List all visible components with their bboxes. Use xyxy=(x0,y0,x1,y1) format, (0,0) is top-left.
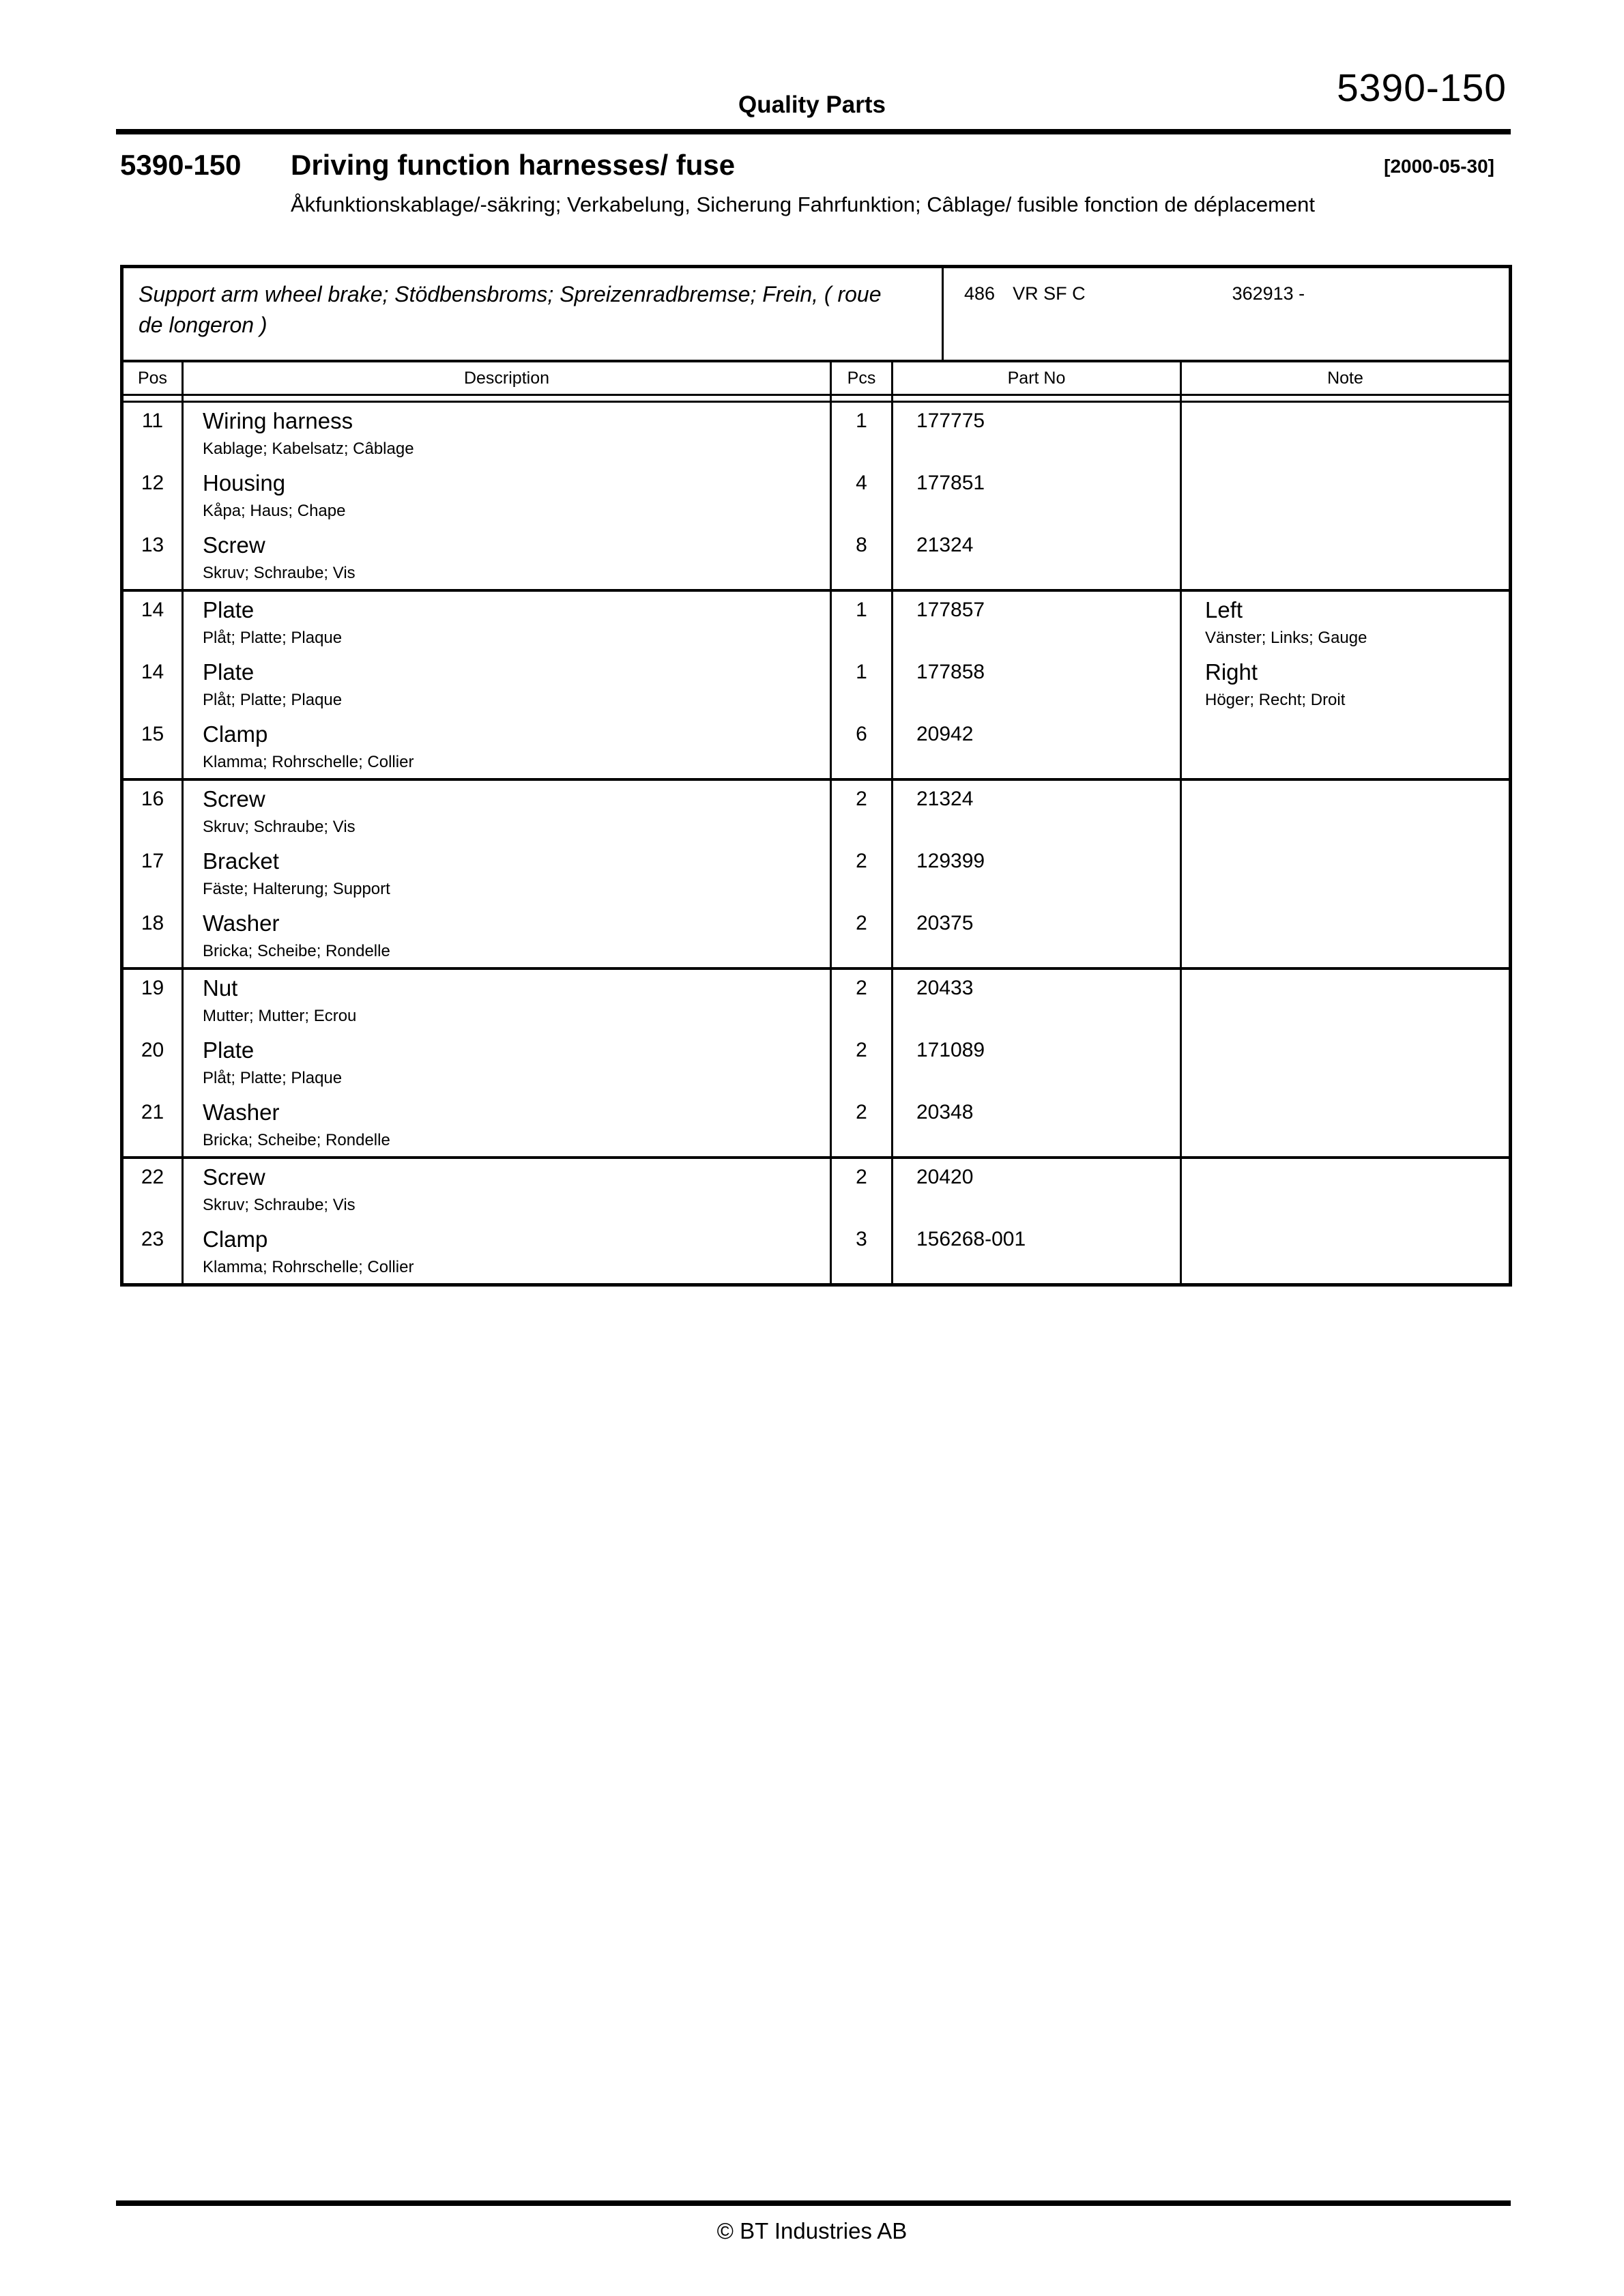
part-group xyxy=(124,403,1509,592)
part-group xyxy=(124,781,1509,970)
row-description-name: Screw xyxy=(203,532,265,558)
row-description-translations: Fäste; Halterung; Support xyxy=(203,880,390,898)
row-note xyxy=(1182,843,1509,905)
table-row xyxy=(124,905,1509,967)
row-note xyxy=(1182,592,1509,654)
row-description-translations: Bricka; Scheibe; Rondelle xyxy=(203,1131,390,1149)
assembly-code: 486 xyxy=(964,283,996,304)
table-row xyxy=(124,781,1509,843)
row-description xyxy=(184,1221,832,1283)
row-pcs: 2 xyxy=(832,970,893,1032)
footer-rule xyxy=(116,2200,1511,2206)
assembly-serial-range: 362913 - xyxy=(1232,283,1305,304)
row-pos: 13 xyxy=(124,527,184,589)
row-part-no: 20420 xyxy=(893,1159,1182,1221)
table-row xyxy=(124,654,1509,716)
header-rule xyxy=(116,129,1511,134)
row-description xyxy=(184,1032,832,1094)
row-part-no: 177858 xyxy=(893,654,1182,716)
assembly-info xyxy=(944,268,1509,360)
row-pos: 16 xyxy=(124,781,184,843)
row-note xyxy=(1182,1159,1509,1221)
row-pos: 20 xyxy=(124,1032,184,1094)
parts-table xyxy=(120,265,1512,1287)
table-row xyxy=(124,970,1509,1032)
row-pcs: 8 xyxy=(832,527,893,589)
row-note xyxy=(1182,403,1509,465)
row-description xyxy=(184,716,832,778)
row-description-name: Clamp xyxy=(203,1226,268,1252)
section-heading xyxy=(120,149,1512,182)
row-note xyxy=(1182,905,1509,967)
table-row xyxy=(124,1159,1509,1221)
row-note xyxy=(1182,465,1509,527)
row-pos: 21 xyxy=(124,1094,184,1156)
row-part-no: 21324 xyxy=(893,781,1182,843)
row-description-translations: Plåt; Platte; Plaque xyxy=(203,629,343,647)
row-description-name: Housing xyxy=(203,470,286,496)
table-row xyxy=(124,1094,1509,1156)
assembly-header-row xyxy=(124,268,1509,362)
row-description xyxy=(184,1159,832,1221)
row-description-name: Plate xyxy=(203,1037,255,1063)
page-doc-number: 5390-150 xyxy=(1337,66,1507,110)
header-double-rule xyxy=(124,396,1509,403)
row-part-no: 20348 xyxy=(893,1094,1182,1156)
row-description xyxy=(184,781,832,843)
row-part-no: 20433 xyxy=(893,970,1182,1032)
row-description-translations: Plåt; Platte; Plaque xyxy=(203,691,343,709)
row-note-translations: Höger; Recht; Droit xyxy=(1205,691,1346,709)
row-pos: 19 xyxy=(124,970,184,1032)
footer-copyright: © BT Industries AB xyxy=(716,2218,908,2243)
row-description-translations: Skruv; Schraube; Vis xyxy=(203,564,356,582)
row-description-translations: Klamma; Rohrschelle; Collier xyxy=(203,1258,414,1276)
row-description-translations: Skruv; Schraube; Vis xyxy=(203,1196,356,1214)
row-pcs: 1 xyxy=(832,403,893,465)
column-header-description: Description xyxy=(184,362,832,394)
table-row xyxy=(124,403,1509,465)
row-description xyxy=(184,1094,832,1156)
row-pos: 23 xyxy=(124,1221,184,1283)
row-pos: 18 xyxy=(124,905,184,967)
row-note xyxy=(1182,527,1509,589)
row-pcs: 2 xyxy=(832,905,893,967)
row-description-name: Screw xyxy=(203,786,265,812)
table-body xyxy=(124,403,1509,1283)
section-number: 5390-150 xyxy=(120,149,242,181)
row-part-no: 20375 xyxy=(893,905,1182,967)
row-note xyxy=(1182,970,1509,1032)
column-header-row xyxy=(124,362,1509,396)
row-part-no: 171089 xyxy=(893,1032,1182,1094)
row-description-name: Wiring harness xyxy=(203,408,353,433)
row-description xyxy=(184,970,832,1032)
row-pcs: 2 xyxy=(832,781,893,843)
row-pos: 14 xyxy=(124,654,184,716)
row-description-name: Washer xyxy=(203,1100,280,1125)
assembly-variant: VR SF C xyxy=(1013,283,1086,304)
row-description-name: Plate xyxy=(203,597,255,622)
row-pcs: 4 xyxy=(832,465,893,527)
part-group xyxy=(124,970,1509,1159)
section-title-block xyxy=(120,149,1512,220)
row-pcs: 2 xyxy=(832,1094,893,1156)
row-description xyxy=(184,403,832,465)
row-note xyxy=(1182,1032,1509,1094)
row-pcs: 3 xyxy=(832,1221,893,1283)
row-part-no: 177857 xyxy=(893,592,1182,654)
row-note xyxy=(1182,1094,1509,1156)
table-row xyxy=(124,843,1509,905)
row-part-no: 129399 xyxy=(893,843,1182,905)
row-note xyxy=(1182,654,1509,716)
row-description-translations: Plåt; Platte; Plaque xyxy=(203,1069,343,1087)
row-description-translations: Klamma; Rohrschelle; Collier xyxy=(203,753,414,771)
row-pos: 15 xyxy=(124,716,184,778)
row-pos: 17 xyxy=(124,843,184,905)
section-subtitle: Åkfunktionskablage/-säkring; Verkabelung, Sicherung Fahrfunktion; Câblage/ fusible fonction de déplacement xyxy=(291,192,1315,216)
part-group xyxy=(124,1159,1509,1283)
row-pos: 22 xyxy=(124,1159,184,1221)
row-description xyxy=(184,527,832,589)
row-description-translations: Kablage; Kabelsatz; Câblage xyxy=(203,440,414,458)
row-pcs: 2 xyxy=(832,1032,893,1094)
row-pos: 14 xyxy=(124,592,184,654)
row-pos: 11 xyxy=(124,403,184,465)
table-row xyxy=(124,1032,1509,1094)
row-description xyxy=(184,654,832,716)
part-group xyxy=(124,592,1509,781)
row-pcs: 1 xyxy=(832,654,893,716)
row-pcs: 2 xyxy=(832,1159,893,1221)
assembly-description: Support arm wheel brake; Stödbensbroms; Spreizenradbremse; Frein, ( roue de longeron ) xyxy=(124,268,944,360)
row-part-no: 177851 xyxy=(893,465,1182,527)
row-description-translations: Skruv; Schraube; Vis xyxy=(203,818,356,836)
row-note-name: Left xyxy=(1205,597,1243,622)
row-note-translations: Vänster; Links; Gauge xyxy=(1205,629,1367,647)
table-row xyxy=(124,592,1509,654)
row-pcs: 2 xyxy=(832,843,893,905)
row-description-translations: Bricka; Scheibe; Rondelle xyxy=(203,942,390,960)
row-note xyxy=(1182,781,1509,843)
row-description-translations: Kåpa; Haus; Chape xyxy=(203,502,346,520)
row-description-name: Bracket xyxy=(203,848,279,874)
table-row xyxy=(124,1221,1509,1283)
column-header-part-no: Part No xyxy=(893,362,1182,394)
page-header-title: Quality Parts xyxy=(738,91,886,118)
row-description-name: Clamp xyxy=(203,721,268,747)
row-description-name: Nut xyxy=(203,975,238,1001)
row-description-name: Screw xyxy=(203,1164,265,1190)
row-description-name: Washer xyxy=(203,910,280,936)
row-part-no: 156268-001 xyxy=(893,1221,1182,1283)
row-pcs: 6 xyxy=(832,716,893,778)
row-description-translations: Mutter; Mutter; Ecrou xyxy=(203,1007,357,1025)
section-title: Driving function harnesses/ fuse xyxy=(291,149,736,181)
table-row xyxy=(124,527,1509,589)
column-header-pcs: Pcs xyxy=(832,362,893,394)
row-description-name: Plate xyxy=(203,659,255,685)
section-date: [2000-05-30] xyxy=(1384,156,1494,177)
row-description xyxy=(184,592,832,654)
row-description xyxy=(184,465,832,527)
row-note xyxy=(1182,716,1509,778)
table-row xyxy=(124,716,1509,778)
row-part-no: 21324 xyxy=(893,527,1182,589)
row-description xyxy=(184,843,832,905)
row-part-no: 177775 xyxy=(893,403,1182,465)
table-row xyxy=(124,465,1509,527)
row-note-name: Right xyxy=(1205,659,1258,685)
column-header-pos: Pos xyxy=(124,362,184,394)
column-header-note: Note xyxy=(1327,368,1363,388)
row-pcs: 1 xyxy=(832,592,893,654)
row-note xyxy=(1182,1221,1509,1283)
row-part-no: 20942 xyxy=(893,716,1182,778)
row-pos: 12 xyxy=(124,465,184,527)
row-description xyxy=(184,905,832,967)
